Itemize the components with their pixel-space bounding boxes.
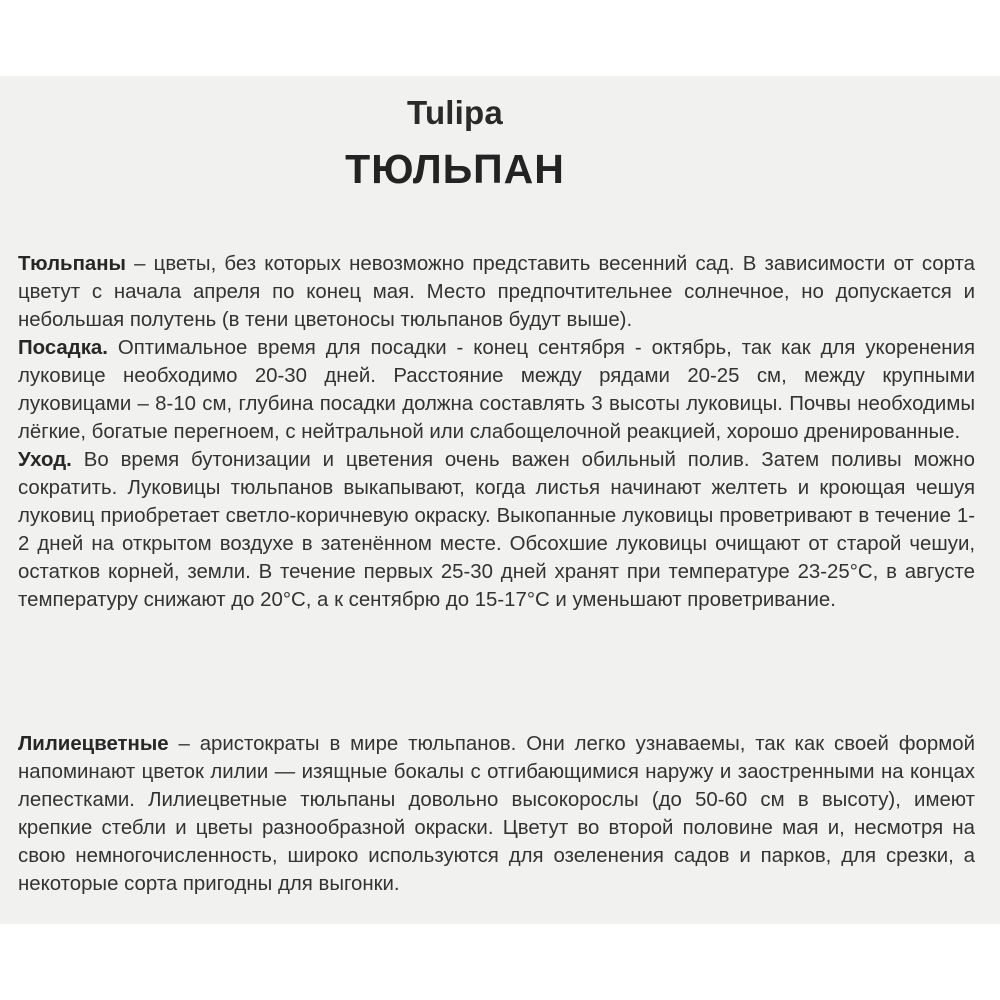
lily-flowered-description — [18, 730, 975, 898]
care-paragraph — [18, 446, 975, 614]
russian-title: ТЮЛЬПАН — [345, 146, 565, 192]
latin-title: Tulipa — [407, 94, 503, 131]
lily-term: Лилиецветные — [18, 733, 169, 755]
planting-term: Посадка. — [18, 337, 108, 359]
intro-text: – цветы, без которых невозможно представить весенний сад. В зависимости от сорта цветут с начала апреля по конец мая. Место предпочтительнее солнечное, но допускается и небольшая полутень (в тени цветоносы тюльпанов будут выше). — [18, 253, 975, 331]
intro-term: Тюльпаны — [18, 253, 126, 275]
care-instructions — [18, 250, 975, 614]
care-text: Во время бутонизации и цветения очень важен обильный полив. Затем поливы можно сократить. Луковицы тюльпанов выкапывают, когда листья начинают желтеть и кроющая чешуя луковиц приобретает светло-коричневую окраску. Выкопанные луковицы проветривают в течение 1-2 дней на открытом воздухе в затенённом месте. Обсохшие луковицы очищают от старой чешуи, остатков корней, земли. В течение первых 25-30 дней хранят при температуре 23-25°С, в августе температуру снижают до 20°С, а к сентябрю до 15-17°С и уменьшают проветривание. — [18, 449, 975, 611]
planting-paragraph — [18, 334, 975, 446]
planting-text: Оптимальное время для посадки - конец сентября - октябрь, так как для укоренения луковице необходимо 20-30 дней. Расстояние между рядами 20-25 см, между крупными луковицами – 8-10 см, глубина посадки должна составлять 3 высоты луковицы. Почвы необходимы лёгкие, богатые перегноем, с нейтральной или слабощелочной реакцией, хорошо дренированные. — [18, 337, 975, 443]
care-term: Уход. — [18, 449, 72, 471]
lily-paragraph — [18, 730, 975, 898]
intro-paragraph — [18, 250, 975, 334]
lily-text: – аристократы в мире тюльпанов. Они легко узнаваемы, так как своей формой напоминают цветок лилии — изящные бокалы с отгибающимися наружу и заостренными на концах лепестками. Лилиецветные тюльпаны довольно высокорослы (до 50-60 см в высоту), имеют крепкие стебли и цветы разнообразной окраски. Цветут во второй половине мая и, несмотря на свою немногочисленность, широко используются для озеленения садов и парков, для срезки, а некоторые сорта пригодны для выгонки. — [18, 733, 975, 895]
label-sheet — [0, 76, 1000, 924]
